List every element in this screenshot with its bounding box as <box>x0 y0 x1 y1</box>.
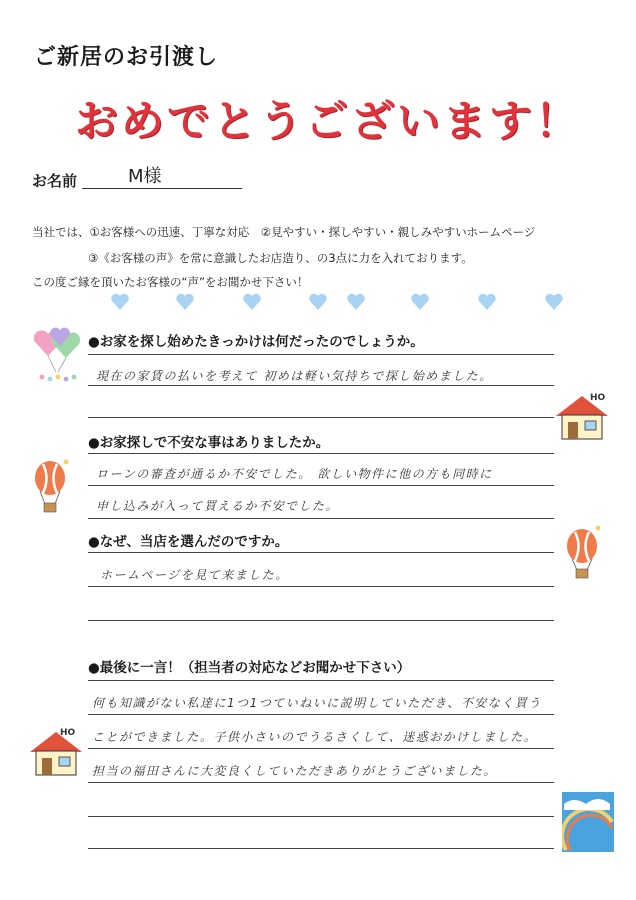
answer-4-line-2: ことができました。子供小さいのでうるさくして、迷惑おかけしました。 <box>92 730 538 744</box>
heart-icon <box>308 292 328 312</box>
answer-line <box>88 417 554 418</box>
answer-line <box>88 586 554 587</box>
svg-text:HO: HO <box>590 393 606 403</box>
intro-line-3: この度ご縁を頂いたお客様の“声”をお聞かせ下さい！ <box>32 275 309 289</box>
intro-line-2: ③《お客様の声》を常に意識したお店造り、の3点に力を入れております。 <box>88 251 473 265</box>
house-icon <box>26 726 86 780</box>
answer-line <box>88 816 554 817</box>
answer-line <box>88 680 554 681</box>
hot-air-balloon-icon <box>560 522 604 580</box>
heart-icon <box>110 292 130 312</box>
answer-3-line-1: ホームページを見て来ました。 <box>100 568 289 582</box>
question-3: ●なぜ、当店を選んだのですか。 <box>88 534 289 550</box>
title-big: おめでとうございます！ <box>75 97 581 147</box>
answer-2-line-1: ローンの審査が通るか不安でした。 欲しい物件に他の方も同時に <box>96 467 493 481</box>
heart-icon <box>346 292 366 312</box>
answer-line <box>88 453 554 454</box>
heart-balloons-icon <box>30 322 86 384</box>
heart-row <box>110 292 580 314</box>
intro-line-1: 当社では、①お客様への迅速、丁寧な対応 ②見やすい・探しやすい・親しみやすいホームページ <box>32 225 536 239</box>
answer-line <box>88 714 554 715</box>
answer-line <box>88 354 554 355</box>
answer-line <box>88 518 554 519</box>
answer-1-line-1: 現在の家賃の払いを考えて 初めは軽い気持ちで探し始めました。 <box>96 369 493 383</box>
answer-line <box>88 385 554 386</box>
answer-line <box>88 620 554 621</box>
question-2: ●お家探しで不安な事はありましたか。 <box>88 435 330 451</box>
answer-4-line-1: 何も知識がない私達に1つ1つていねいに説明していただき、不安なく買う <box>92 696 542 710</box>
answer-4-line-3: 担当の福田さんに大変良くしていただきありがとうございました。 <box>92 764 498 778</box>
rainbow-corner-icon <box>562 792 614 852</box>
answer-line <box>88 485 554 486</box>
heart-icon <box>175 292 195 312</box>
svg-text:HO: HO <box>60 728 76 738</box>
answer-line <box>88 748 554 749</box>
question-1: ●お家を探し始めたきっかけは何だったのでしょうか。 <box>88 334 424 350</box>
name-label: お名前 <box>32 172 78 190</box>
name-value: M様 <box>128 166 162 187</box>
heart-icon <box>410 292 430 312</box>
heart-icon <box>544 292 564 312</box>
hot-air-balloon-icon <box>30 456 74 514</box>
house-icon <box>552 390 612 444</box>
answer-line <box>88 552 554 553</box>
heart-icon <box>242 292 262 312</box>
answer-line <box>88 848 554 849</box>
answer-line <box>88 782 554 783</box>
question-4: ●最後に一言！（担当者の対応などお聞かせ下さい） <box>88 660 411 676</box>
title-small: ご新居のお引渡し <box>34 45 219 70</box>
heart-icon <box>477 292 497 312</box>
answer-2-line-2: 申し込みが入って買えるか不安でした。 <box>96 499 340 513</box>
name-underline <box>82 188 242 189</box>
